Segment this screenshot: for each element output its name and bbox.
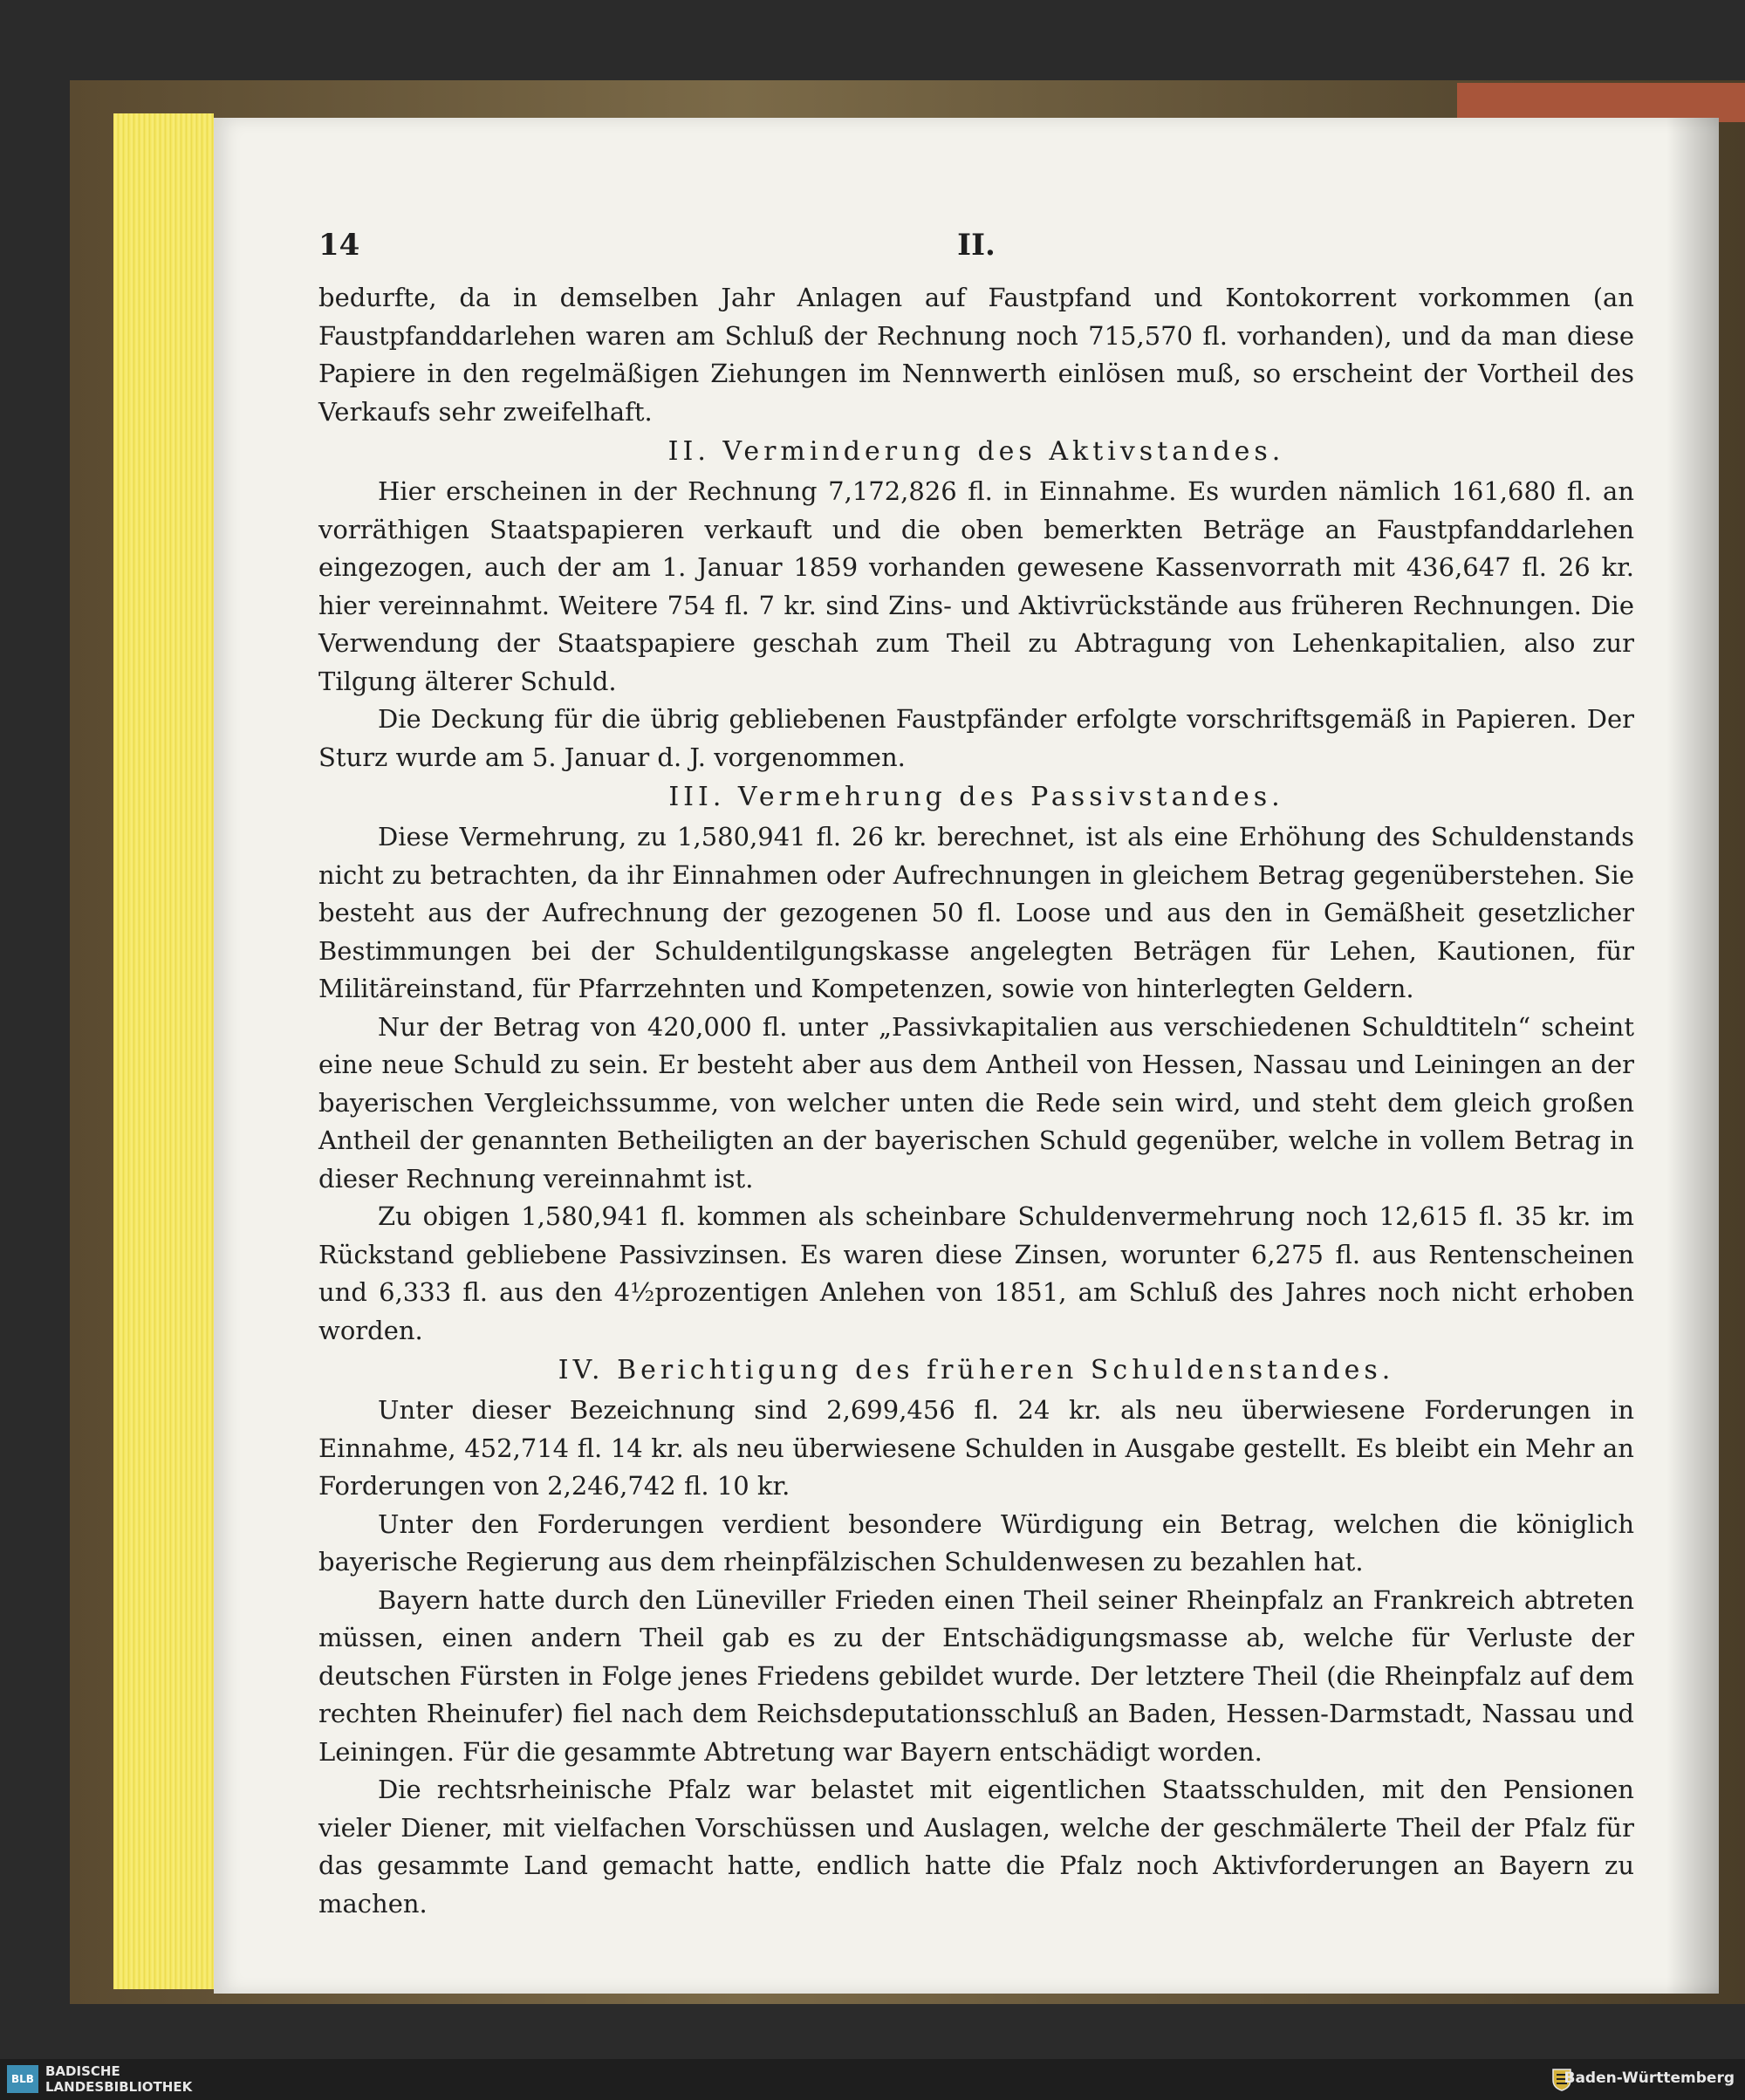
paragraph: Zu obigen 1,580,941 fl. kommen als scheinbare Schuldenvermehrung noch 12,615 fl. 35 kr. im Rückstand gebliebene Passivzinsen. Es waren diese Zinsen, worunter 6,275 fl. aus Rentenscheinen und 6,333 fl. aus den 4½prozentigen Anlehen von 1851, am Schluß des Jahres noch nicht erhoben worden. [318,1201,1634,1345]
paragraph: Hier erscheinen in der Rechnung 7,172,826 fl. in Einnahme. Es wurden nämlich 161,680 fl. an vorräthigen Staatspapieren verkauft und die oben bemerkten Beträge an Faustpfanddarlehen eingezogen, auch der am 1. Januar 1859 vorhanden gewesene Kassenvorrath mit 436,647 fl. 26 kr. hier vereinnahmt. Weitere 754 fl. 7 kr. sind Zins- und Aktivrückstände aus früheren Rechnungen. Die Verwendung der Staatspapiere geschah zum Theil zu Abtragung von Lehenkapitalien, also zur Tilgung älterer Schuld. [318,476,1634,696]
section-heading-ii: II. Verminderung des Aktivstandes. [667,436,1285,467]
library-name-line1: BADISCHE [45,2063,120,2079]
chapter-heading: II. [957,228,996,263]
page-header [318,227,1634,279]
state-name[interactable]: Baden-Württemberg [1564,2069,1735,2087]
paragraph-intro: bedurfte, da in demselben Jahr Anlagen auf Faustpfand und Kontokorrent vorkommen (an Faustpfanddarlehen waren am Schluß der Rechnung noch 715,570 fl. vorhanden), und da man diese Papiere in den regelmäßigen Ziehungen im Nennwerth einlösen muß, so erscheint der Vortheil des Verkaufs sehr zweifelhaft. [318,283,1634,427]
paragraph: Unter den Forderungen verdient besondere Würdigung ein Betrag, welchen die königlich bayerische Regierung aus dem rheinpfälzischen Schuldenwesen zu bezahlen hat. [318,1508,1634,1577]
viewer-footer [0,2059,1745,2100]
paragraph: Diese Vermehrung, zu 1,580,941 fl. 26 kr. berechnet, ist als eine Erhöhung des Schuldenstands nicht zu betrachten, da ihr Einnahmen oder Aufrechnungen in gleichem Betrag gegenüberstehen. Sie besteht aus der Aufrechnung der gezogenen 50 fl. Loose und aus den in Gemäßheit gesetzlicher Bestimmungen bei der Schuldentilgungskasse angelegten Beträgen für Lehen, Kautionen, für Militäreinstand, für Pfarrzehnten und Kompetenzen, sowie von hinterlegten Geldern. [318,822,1634,1003]
library-name-line2: LANDESBIBLIOTHEK [45,2079,193,2095]
page-content [318,227,1634,1923]
paragraph: Bayern hatte durch den Lüneviller Frieden einen Theil seiner Rheinpfalz an Frankreich abtreten müssen, einen andern Theil gab es zu der Entschädigungsmasse ab, welche für Verluste der deutschen Fürsten in Folge jenes Friedens gebildet wurde. Der letztere Theil (die Rheinpfalz auf dem rechten Rheinufer) fiel nach dem Reichsdeputationsschluß an Baden, Hessen-Darmstadt, Nassau und Leiningen. Für die gesammte Abtretung war Bayern entschädigt worden. [318,1584,1634,1767]
gutter-shadow [1666,118,1719,1994]
page-edges [113,113,214,1989]
paragraph: Die rechtsrheinische Pfalz war belastet mit eigentlichen Staatsschulden, mit den Pensionen vieler Diener, mit vielfachen Vorschüssen und Auslagen, welche der geschmälerte Theil der Pfalz für das gesammte Land gemacht hatte, endlich hatte die Pfalz noch Aktivforderungen an Bayern zu machen. [318,1775,1634,1919]
book-page [214,118,1719,1994]
page-number: 14 [318,228,360,263]
section-heading-iii: III. Vermehrung des Passivstandes. [668,782,1284,812]
section-heading-iv: IV. Berichtigung des früheren Schuldenstandes. [558,1355,1395,1385]
paragraph: Unter dieser Bezeichnung sind 2,699,456 fl. 24 kr. als neu überwiesene Forderungen in Einnahme, 452,714 fl. 14 kr. als neu überwiesene Schulden in Ausgabe gestellt. Es bleibt ein Mehr an Forderungen von 2,246,742 fl. 10 kr. [318,1395,1634,1501]
blb-logo[interactable]: BLB [7,2065,38,2093]
paragraph: Nur der Betrag von 420,000 fl. unter „Passivkapitalien aus verschiedenen Schuldtiteln“ scheint eine neue Schuld zu sein. Er besteht aber aus dem Antheil von Hessen, Nassau und Leiningen an der bayerischen Vergleichssumme, von welcher unten die Rede sein wird, und steht dem gleich großen Antheil der genannten Betheiligten an der bayerischen Schuld gegenüber, welche in vollem Betrag in dieser Rechnung vereinnahmt ist. [318,1011,1634,1194]
library-name [45,2063,192,2095]
paragraph: Die Deckung für die übrig gebliebenen Faustpfänder erfolgte vorschriftsgemäß in Papieren. Der Sturz wurde am 5. Januar d. J. vorgenommen. [318,704,1634,772]
bookmark-ribbon [1457,83,1745,122]
